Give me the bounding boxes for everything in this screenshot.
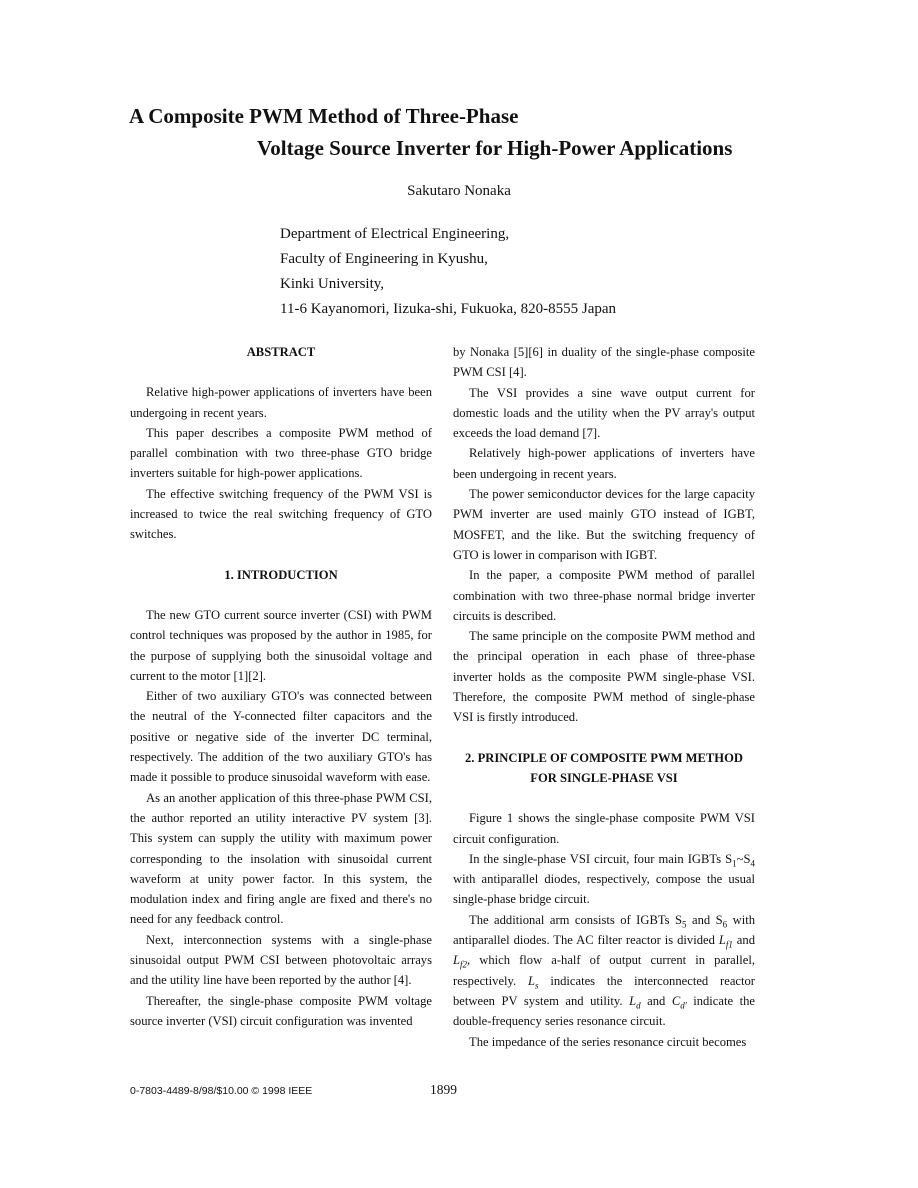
section2-heading-line: 2. PRINCIPLE OF COMPOSITE PWM METHOD: [465, 750, 743, 765]
section2-paragraph: In the single-phase VSI circuit, four main IGBTs $S_1\sim S_4$ with antiparallel diodes, respectively, compose the usual single-phase bridge circuit.: [453, 851, 755, 907]
right-column: [453, 342, 755, 1052]
introduction-heading: 1. INTRODUCTION: [224, 567, 338, 582]
section2-paragraph: Figure 1 shows the single-phase composite PWM VSI circuit configuration.: [453, 811, 755, 846]
intro-paragraph: Thereafter, the single-phase composite PWM voltage source inverter (VSI) circuit configuration was invented: [130, 993, 432, 1028]
intro-continued-paragraph: The power semiconductor devices for the large capacity PWM inverter are used mainly GTO instead of IGBT, MOSFET, and the like. But the switching frequency of GTO is lower in comparison with IGBT.: [453, 487, 755, 562]
intro-paragraph: The new GTO current source inverter (CSI) with PWM control techniques was proposed by the author in 1985, for the purpose of supplying both the sinusoidal voltage and current to the motor [1][2].: [130, 607, 432, 683]
title-line-2: Voltage Source Inverter for High-Power Applications: [257, 136, 733, 160]
copyright-notice: 0-7803-4489-8/98/$10.00 © 1998 IEEE: [130, 1085, 313, 1097]
abstract-paragraph: This paper describes a composite PWM method of parallel combination with two three-phase GTO bridge inverters suitable for high-power applications.: [130, 425, 432, 481]
intro-paragraph: Next, interconnection systems with a single-phase sinusoidal output PWM CSI between photovoltaic arrays and the utility line have been reported by the author [4].: [130, 932, 432, 988]
affiliation-line: 11-6 Kayanomori, Iizuka-shi, Fukuoka, 820-8555 Japan: [280, 301, 617, 317]
section2-heading-line: FOR SINGLE-PHASE VSI: [530, 770, 678, 785]
affiliation-line: Department of Electrical Engineering,: [280, 226, 510, 242]
intro-continued-paragraph: The same principle on the composite PWM method and the principal operation in each phase of three-phase inverter holds as the composite PWM single-phase VSI. Therefore, the composite PWM method of single-phase VSI is firstly introduced.: [453, 629, 755, 725]
left-column: [130, 342, 432, 1031]
intro-continued-paragraph: The VSI provides a sine wave output current for domestic loads and the utility when the PV array's output exceeds the load demand [7].: [453, 385, 755, 441]
affiliation-line: Kinki University,: [280, 276, 385, 292]
abstract-paragraph: The effective switching frequency of the PWM VSI is increased to twice the real switching frequency of GTO switches.: [130, 486, 432, 542]
abstract-paragraph: Relative high-power applications of inverters have been undergoing in recent years.: [130, 385, 432, 420]
intro-paragraph: As an another application of this three-phase PWM CSI, the author reported an utility interactive PV system [3]. This system can supply the utility with maximum power corresponding to the insolation with sinusoidal current waveform at unity power factor. In this system, the modulation index and firing angle are fixed and there's no need for any feedback control.: [130, 790, 432, 927]
intro-continued-paragraph: by Nonaka [5][6] in duality of the single-phase composite PWM CSI [4].: [453, 345, 755, 380]
intro-paragraph: Either of two auxiliary GTO's was connected between the neutral of the Y-connected filter capacitors and the positive or negative side of the inverter DC terminal, respectively. The addition of the two auxiliary GTO's has made it possible to produce sinusoidal waveform with ease.: [130, 689, 432, 785]
section2-paragraph: The impedance of the series resonance circuit becomes: [469, 1034, 747, 1049]
section2-paragraph: The additional arm consists of IGBTs $S_5$ and $S_6$ with antiparallel diodes. The AC filter reactor is divided $L_{f1}$ and $L_{f2}$, which flow a-half of output current in parallel, respectively. $L_s$ indicates the interconnected reactor between PV system and utility. $L_d$ and $C_{d'}$ indicate the double-frequency series resonance circuit.: [453, 912, 756, 1029]
intro-continued-paragraph: In the paper, a composite PWM method of parallel combination with two three-phase normal bridge inverter circuits is described.: [453, 568, 755, 623]
intro-continued-paragraph: Relatively high-power applications of inverters have been undergoing in recent years.: [453, 446, 755, 481]
affiliation: [280, 222, 616, 322]
page-number: 1899: [430, 1082, 457, 1097]
title-line-1: A Composite PWM Method of Three-Phase: [129, 104, 519, 128]
author-name: Sakutaro Nonaka: [407, 183, 511, 199]
section2-heading: [453, 748, 755, 789]
affiliation-line: Faculty of Engineering in Kyushu,: [280, 251, 488, 267]
abstract-heading: ABSTRACT: [246, 345, 316, 359]
